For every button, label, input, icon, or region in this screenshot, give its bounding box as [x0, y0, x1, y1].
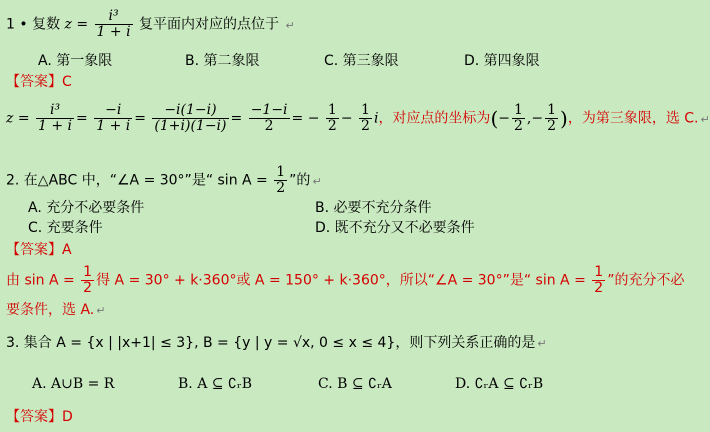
q1-sol-f1-den: 1 + i — [38, 118, 73, 134]
q2-sol-line2-text: 要条件，选 A. — [6, 302, 95, 318]
q3-text: 3. 集合 A = {x | |x+1| ≤ 3}, B = {y | y = √x, 0 ≤ x ≤ 4}，则下列关系正确的是 — [6, 335, 536, 351]
q2-sol-f2-den: 2 — [594, 280, 604, 296]
q1-sol-c2-den: 2 — [547, 118, 557, 134]
paragraph-mark-icon: ↵ — [537, 337, 547, 350]
q2-option-b: B. 必要不充分条件 — [315, 200, 432, 216]
q2-sol-f2-num: 1 — [594, 264, 604, 280]
q1-sol-lhs: z = — [6, 110, 30, 127]
q1-sol-c2-num: 1 — [547, 102, 557, 118]
q2-sol-f1-num: 1 — [83, 264, 93, 280]
q1-suffix: 复平面内对应的点位于 — [139, 16, 280, 33]
q3-option-b: B. A ⊆ ∁ᵣB — [178, 376, 252, 392]
q1-sol-f4-num: −1−i — [250, 102, 288, 118]
q1-option-a: A. 第一象限 — [38, 53, 113, 69]
paragraph-mark-icon: ↵ — [312, 174, 322, 188]
q2-sol-f1-den: 2 — [83, 280, 93, 296]
q1-option-c: C. 第三象限 — [324, 53, 399, 69]
q3-option-d: D. ∁ᵣA ⊆ ∁ᵣB — [455, 376, 544, 392]
q3-option-c: C. B ⊆ ∁ᵣA — [318, 376, 392, 392]
q1-sol-tail1: ，对应点的坐标为 — [378, 110, 491, 127]
q1-solution: z = $\frac{\text{i³}}{1 + i}$ = $\frac{-i}{1 + i}$ = $\frac{-i(1-i)}{(1+i)(1-i)}$ = $\frac{-1-i}{2}$ = − $\frac{1}{2}$ − $\frac{1}{2}$ i，对应点的坐标为(− $\frac{1}{2}$ ,− $\frac{1}{2}$ )，为第三象限，选 C. ↵ — [6, 102, 710, 134]
q1-sol-f6-num: 1 — [361, 102, 370, 118]
q2-option-c: C. 充要条件 — [28, 220, 103, 236]
q3-answer: 【答案】D — [6, 409, 73, 425]
paragraph-mark-icon: ↵ — [700, 112, 710, 126]
q2-sol-b: 得 A = 30° + k·360°或 A = 150° + k·360°，所以“∠A = 30°”是“ sin A = — [96, 272, 586, 289]
q1-frac-den: 1 + i — [96, 24, 131, 40]
q2-option-d: D. 既不充分又不必要条件 — [315, 220, 475, 236]
q1-sol-f5-num: 1 — [327, 102, 337, 118]
q1-sol-f2-num: −i — [94, 103, 132, 119]
q2-sol-a: 由 sin A = — [6, 272, 75, 289]
q1-sol-f2-den: 1 + i — [96, 118, 131, 134]
q1-option-d: D. 第四象限 — [464, 53, 540, 69]
q2-prefix: 2. 在△ABC 中，“∠A = 30°”是“ sin A = — [6, 172, 268, 189]
q3-stem — [6, 333, 547, 354]
q1-answer: 【答案】C — [6, 74, 72, 90]
q2-suffix: ”的 — [289, 172, 311, 189]
q1-sol-f4-den: 2 — [264, 118, 274, 134]
q1-frac-num: i³ — [95, 9, 133, 25]
q1-sol-f3-num: −i(1−i) — [152, 103, 228, 119]
q1-stem — [6, 9, 295, 40]
q1-sol-f3-den: (1+i)(1−i) — [154, 118, 227, 134]
q1-sol-tail2: ，为第三象限，选 C. — [567, 110, 699, 127]
q1-sol-f6-den: 2 — [361, 118, 370, 134]
q2-sol-c: ”的充分不必 — [607, 272, 685, 289]
q2-answer: 【答案】A — [6, 242, 72, 258]
q1-fraction — [95, 9, 133, 40]
q1-sol-c1-num: 1 — [513, 102, 523, 118]
paragraph-mark-icon: ↵ — [96, 304, 106, 317]
q2-frac-num: 1 — [276, 164, 286, 180]
q1-prefix: 1 • 复数 — [6, 16, 61, 33]
q1-option-b: B. 第二象限 — [185, 53, 260, 69]
q2-solution-line2 — [6, 300, 105, 321]
q3-option-a: A. A∪B = R — [32, 376, 115, 392]
q1-sol-f5-den: 2 — [327, 118, 337, 134]
paragraph-mark-icon: ↵ — [285, 18, 295, 32]
q1-sol-f1-num: i³ — [36, 103, 74, 119]
q2-stem — [6, 165, 322, 196]
q1-sol-c1-den: 2 — [513, 118, 523, 134]
q1-lhs: z = — [64, 16, 89, 33]
q2-frac-den: 2 — [276, 180, 286, 196]
q2-solution-line1 — [6, 265, 684, 296]
q2-option-a: A. 充分不必要条件 — [28, 200, 145, 216]
